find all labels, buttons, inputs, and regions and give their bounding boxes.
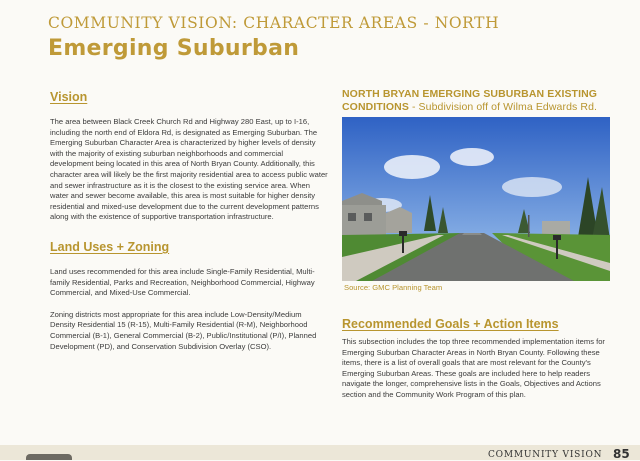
page-title: Emerging Suburban xyxy=(48,36,300,61)
suburban-street-photo xyxy=(342,117,610,281)
footer-section-label: COMMUNITY VISION xyxy=(488,450,603,460)
photo-caption-title xyxy=(342,88,612,113)
right-column xyxy=(342,88,612,401)
zoning-body: Zoning districts most appropriate for this area include Low-Density/Medium Density Residential 15 (R-15), Multi-Family Residential (R-M), Neighborhood Commercial (B-1), General Commercial (B-2), Public/Institutional (P/I), Planned Development (PD), and Conservation Subdivision Overlay (CSO). xyxy=(50,309,317,351)
footer-logo xyxy=(26,454,72,460)
land-uses-heading: Land Uses + Zoning xyxy=(50,239,170,254)
land-uses-body: Land uses recommended for this area include Single-Family Residential, Multi-family Residential, Parks and Recreation, Neighborhood Commercial, Highway Commercial, and Mixed-Use Commercial. xyxy=(50,266,315,298)
vision-heading: Vision xyxy=(50,90,88,104)
vision-body: The area between Black Creek Church Rd and Highway 280 East, up to I-16, including the north end of Eldora Rd, is designated as Emerging Suburban. The Emerging Suburban Character Area is characterized by higher levels of density with the majority of existing suburban neighborhoods and commercial development being located in this area of North Bryan County. Additionally, this character area will likely be the first majority residential area to access public water and sewer infrastructure as it is the closest to the existing service area. When water and sewer become available, this area is most suitable for higher density residential and mixed-use development due to the current development patterns along with the existence of supportive transportation infrastructure. xyxy=(50,117,328,222)
photo-caption-subtitle: - Subdivision off of Wilma Edwards Rd. xyxy=(408,100,598,113)
page-number: 85 xyxy=(613,447,630,461)
goals-body: This subsection includes the top three recommended implementation items for Emerging Suburban Character Areas in North Bryan County. Following these items, there is a list of overall goals that are most relevant for the County's Emerging Suburban Areas. These goals are included here to help readers navigate the longer, comprehensive lists in the Goals, Objectives and Actions section and the Community Work Program of this plan. xyxy=(342,337,605,399)
photo-caption-main: NORTH BRYAN EMERGING SUBURBAN EXISTING CONDITIONS xyxy=(342,88,598,113)
left-column xyxy=(50,90,328,352)
page-kicker: COMMUNITY VISION: CHARACTER AREAS - NORTH xyxy=(48,14,500,32)
goals-heading: Recommended Goals + Action Items xyxy=(342,317,559,331)
photo-source: Source: GMC Planning Team xyxy=(344,283,443,292)
